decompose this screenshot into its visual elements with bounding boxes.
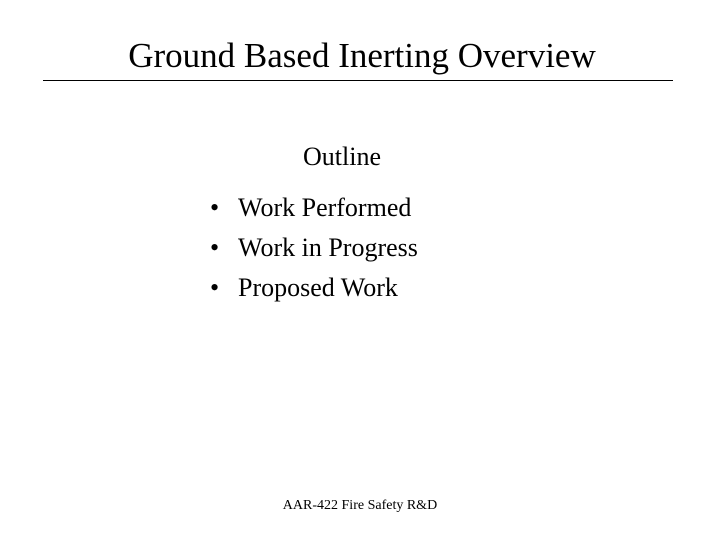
slide-footer: AAR-422 Fire Safety R&D — [282, 498, 438, 513]
bullet-icon: • — [210, 193, 220, 222]
slide-title: Ground Based Inerting Overview — [128, 36, 596, 75]
bullet-icon: • — [210, 273, 220, 302]
bullet-icon: • — [210, 233, 220, 262]
list-item-text: Work in Progress — [238, 233, 418, 262]
outline-heading: Outline — [303, 142, 381, 171]
list-item-text: Proposed Work — [238, 273, 398, 302]
list-item-text: Work Performed — [238, 193, 412, 222]
title-divider — [43, 80, 673, 81]
